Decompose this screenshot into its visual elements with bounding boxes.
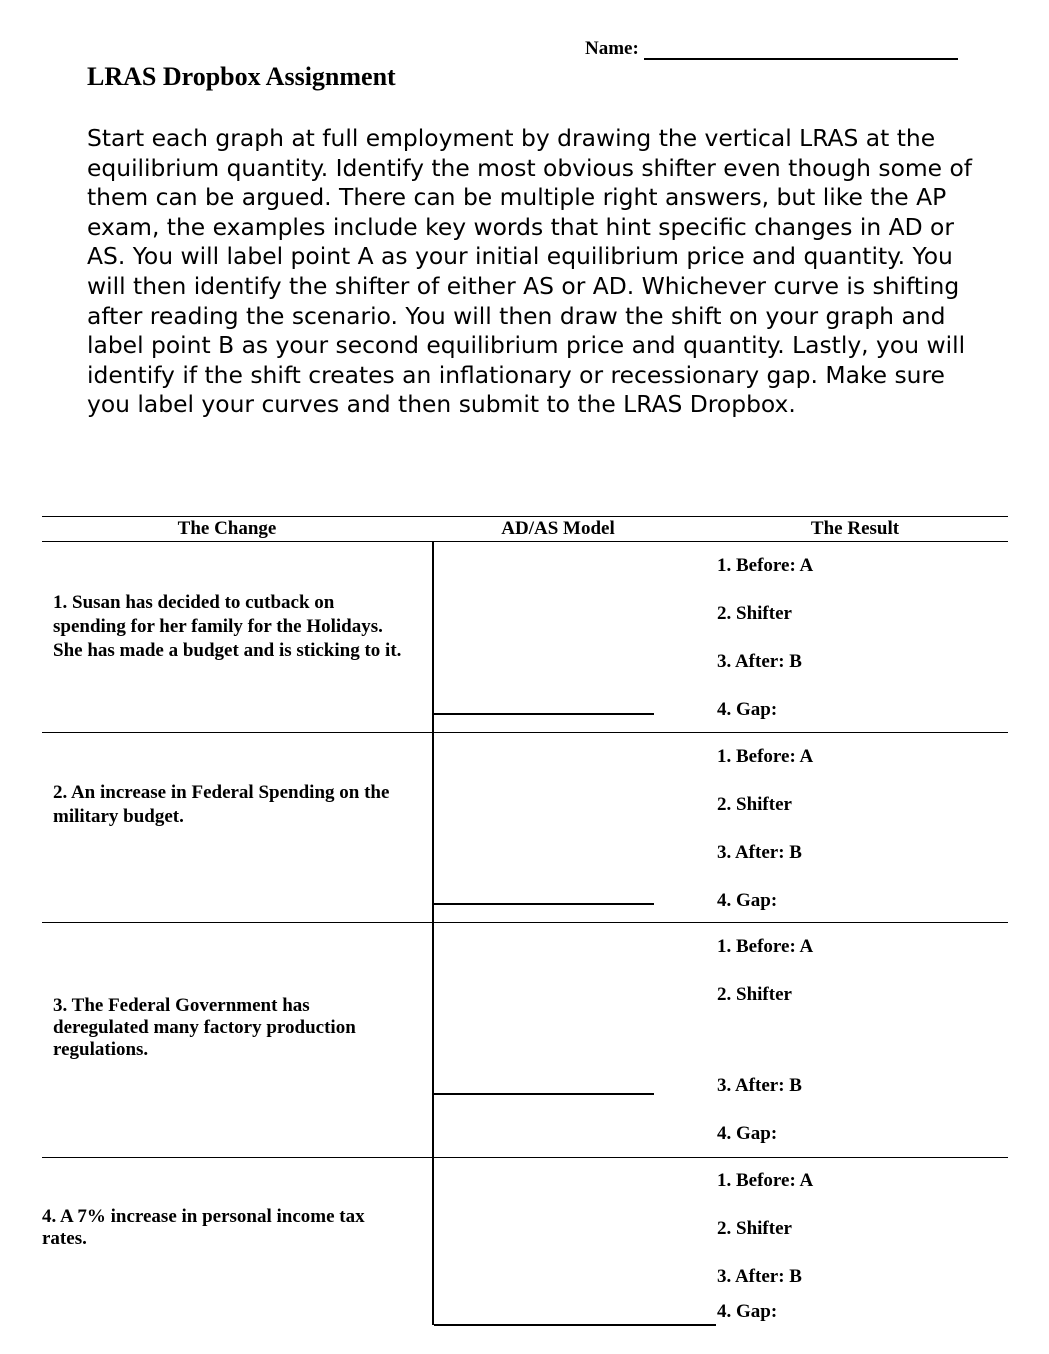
name-field-line[interactable] <box>644 58 958 60</box>
result-before-3: 1. Before: A <box>717 936 814 957</box>
change-text-2: 2. An increase in Federal Spending on the military budget. <box>53 782 390 827</box>
column-header-result: The Result <box>810 518 900 539</box>
result-gap-1: 4. Gap: <box>717 699 778 720</box>
column-header-model: AD/AS Model <box>501 518 615 539</box>
result-before-1: 1. Before: A <box>717 555 814 576</box>
result-after-3: 3. After: B <box>717 1075 802 1096</box>
table-top-border <box>42 516 1008 517</box>
result-after-1: 3. After: B <box>717 651 802 672</box>
graph-x-axis-4[interactable] <box>434 1324 716 1326</box>
graph-x-axis-3[interactable] <box>434 1093 654 1095</box>
row-separator <box>42 732 1008 733</box>
change-text-4: 4. A 7% increase in personal income tax rates. <box>42 1206 365 1249</box>
result-shifter-2: 2. Shifter <box>717 794 792 815</box>
result-before-4: 1. Before: A <box>717 1170 814 1191</box>
result-before-2: 1. Before: A <box>717 746 814 767</box>
header-bottom-border <box>42 541 1008 542</box>
graph-x-axis-2[interactable] <box>434 903 654 905</box>
result-shifter-1: 2. Shifter <box>717 603 792 624</box>
row-separator <box>42 1157 1008 1158</box>
change-text-3: 3. The Federal Government has deregulated many factory production regulations. <box>53 995 356 1060</box>
result-gap-2: 4. Gap: <box>717 890 778 911</box>
result-gap-4: 4. Gap: <box>717 1301 778 1322</box>
column-header-change: The Change <box>177 518 277 539</box>
graph-x-axis-1[interactable] <box>434 713 654 715</box>
page-title: LRAS Dropbox Assignment <box>87 62 396 91</box>
model-column-divider <box>432 542 434 1325</box>
instructions-paragraph: Start each graph at full employment by drawing the vertical LRAS at the equilibrium quantity. Identify the most obvious shifter even though some of them can be argued. There can be multiple right answers, but like the AP exam, the examples include key words that hint specific changes in AD or AS. You will label point A as your initial equilibrium price and quantity. You will then identify the shifter of either AS or AD. Whichever curve is shifting after reading the scenario. You will then draw the shift on your graph and label point B as your second equilibrium price and quantity. Lastly, you will identify if the shift creates an inflationary or recessionary gap. Make sure you label your curves and then submit to the LRAS Dropbox. <box>87 124 973 419</box>
row-separator <box>42 922 1008 923</box>
result-after-2: 3. After: B <box>717 842 802 863</box>
result-gap-3: 4. Gap: <box>717 1123 778 1144</box>
change-text-1: 1. Susan has decided to cutback on spending for her family for the Holidays. She has made a budget and is sticking to it. <box>53 592 402 661</box>
result-after-4: 3. After: B <box>717 1266 802 1287</box>
result-shifter-4: 2. Shifter <box>717 1218 792 1239</box>
name-label: Name: <box>585 38 639 59</box>
result-shifter-3: 2. Shifter <box>717 984 792 1005</box>
